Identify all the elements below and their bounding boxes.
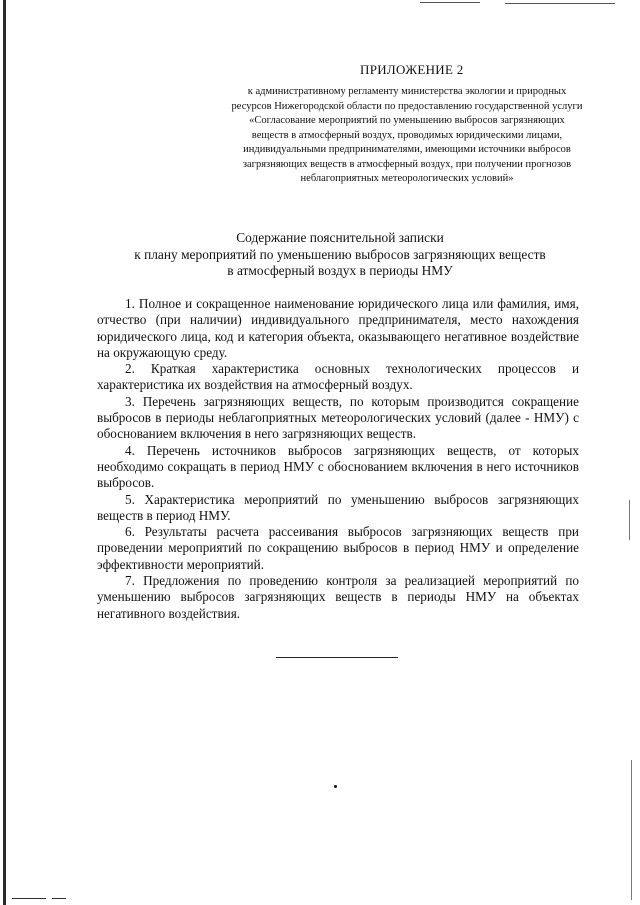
list-item: 3. Перечень загрязняющих веществ, по которым производится сокращение выбросов в периоды неблагоприятных метеорологических условий (далее - НМУ) с обоснованием включения в него загрязняющих веществ. bbox=[97, 393, 579, 442]
appendix-title: ПРИЛОЖЕНИЕ 2 bbox=[360, 62, 464, 77]
scan-dot bbox=[334, 785, 337, 788]
list-item: 6. Результаты расчета рассеивания выбросов загрязняющих веществ при проведении мероприятий по сокращению выбросов в период НМУ и определение эффективности мероприятий. bbox=[97, 524, 579, 572]
appendix-subtitle: к административному регламенту министерства экологии и природных ресурсов Нижегородской области по предоставлению государственной услуги «Согласование мероприятий по уменьшению выбросов загрязняющих веществ в атмосферный воздух, проводимых юридическими лицами, индивидуальными предпринимателями, имеющими источники выбросов загрязняющих веществ в атмосферный воздух, при получении прогнозов неблагоприятных метеорологических условий» bbox=[231, 86, 583, 184]
list-item: 5. Характеристика мероприятий по уменьшению выбросов загрязняющих веществ в период НМУ. bbox=[97, 491, 579, 523]
document-heading bbox=[100, 230, 580, 280]
scan-top-mark bbox=[505, 3, 615, 4]
scan-right-mark bbox=[631, 760, 632, 900]
scan-right-mark bbox=[629, 500, 630, 540]
list-item: 7. Предложения по проведению контроля за реализацией мероприятий по уменьшению выбросов загрязняющих веществ в периоды НМУ на объектах негативного воздействия. bbox=[97, 573, 579, 621]
scan-top-mark bbox=[420, 2, 480, 3]
list-item: 2. Краткая характеристика основных технологических процессов и характеристика их воздействия на атмосферный воздух. bbox=[97, 361, 579, 393]
content-list bbox=[97, 296, 579, 622]
list-item: 1. Полное и сокращенное наименование юридического лица или фамилия, имя, отчество (при наличии) индивидуального предпринимателя, место нахождения юридического лица, код и категория объекта, оказывающего негативное воздействие на окружающую среду. bbox=[97, 296, 579, 360]
scan-bottom-mark bbox=[52, 898, 66, 899]
heading-line: Содержание пояснительной записки bbox=[236, 230, 444, 245]
end-separator-line bbox=[276, 657, 398, 658]
scan-bottom-mark bbox=[12, 898, 46, 899]
heading-line: к плану мероприятий по уменьшению выбросов загрязняющих веществ bbox=[134, 246, 546, 262]
scan-left-border bbox=[3, 0, 6, 905]
heading-line: в атмосферный воздух в периоды НМУ bbox=[227, 263, 453, 278]
list-item: 4. Перечень источников выбросов загрязняющих веществ, от которых необходимо сокращать в период НМУ с обоснованием включения в него источников выбросов. bbox=[97, 442, 579, 491]
